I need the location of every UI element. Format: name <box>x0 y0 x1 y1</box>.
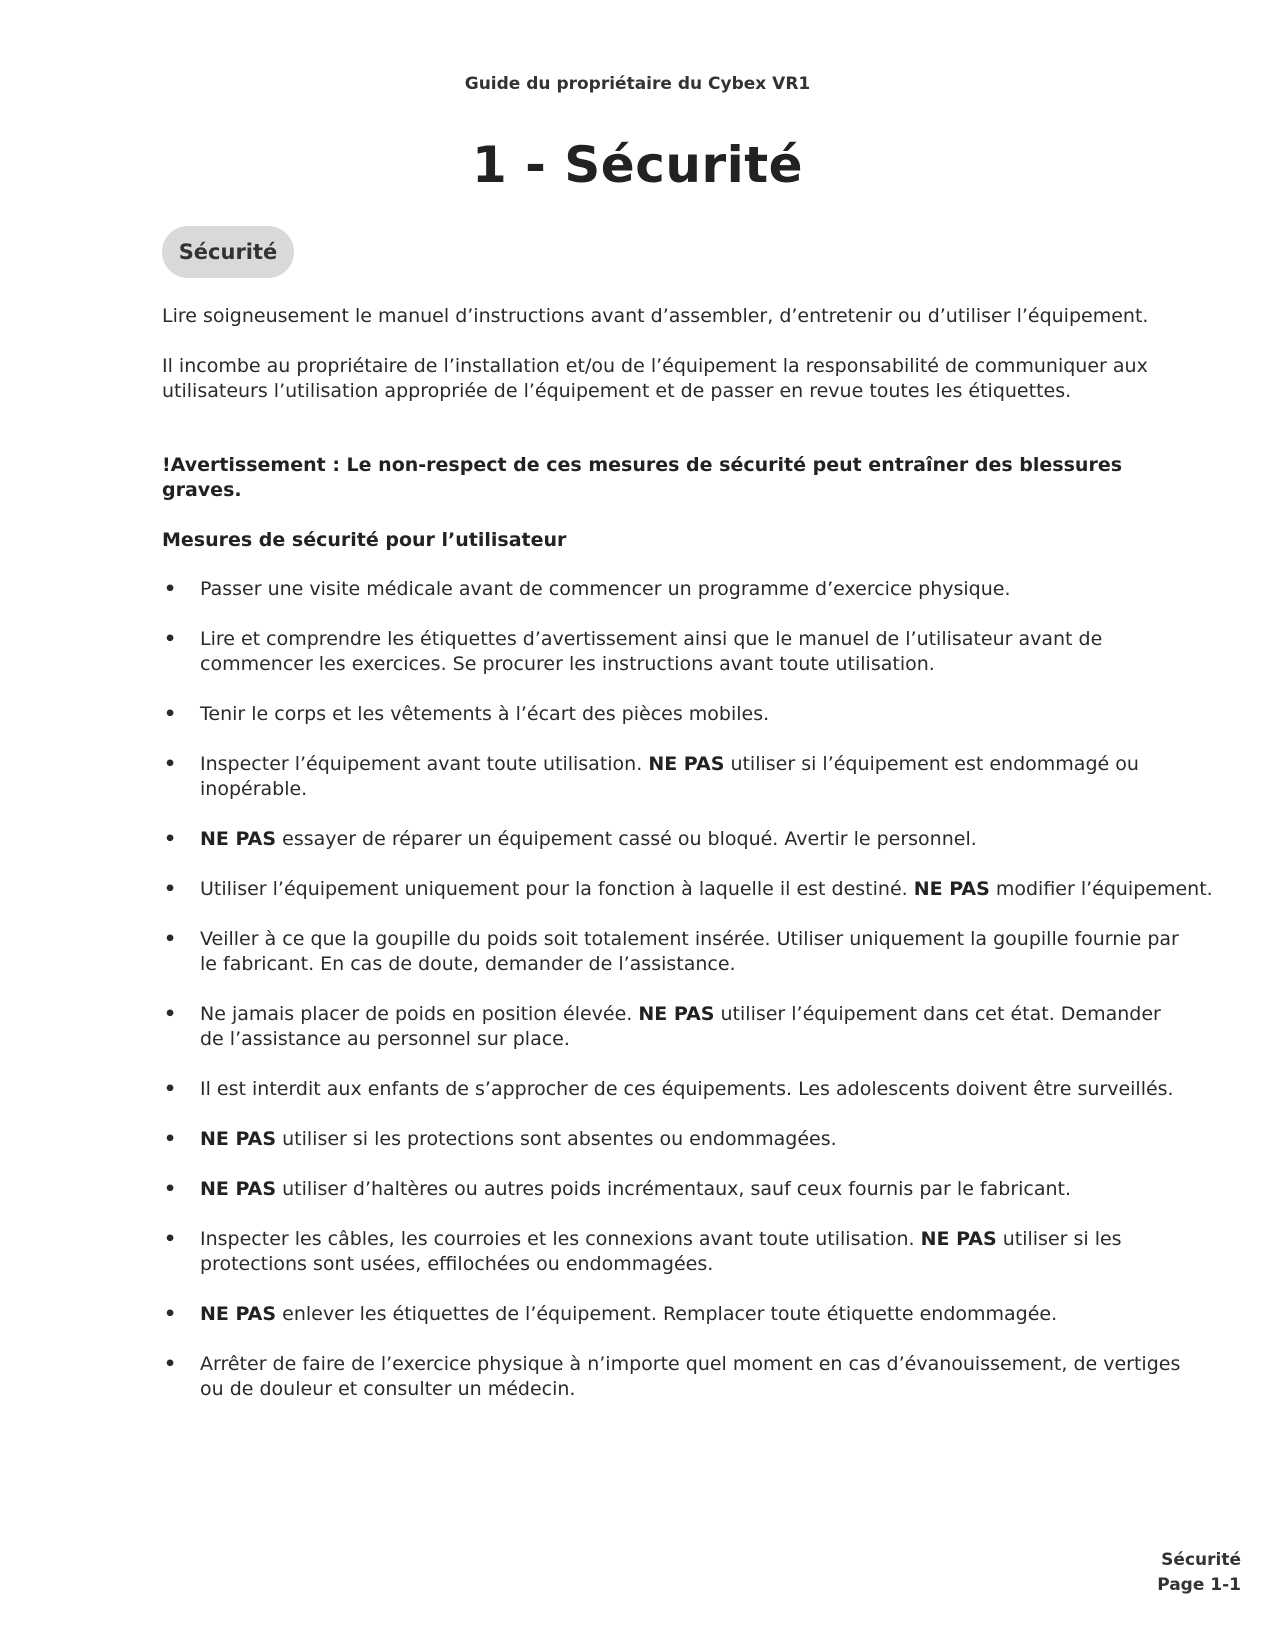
rule-text: Utiliser l’équipement uniquement pour la fonction à laquelle il est destiné. <box>200 878 908 900</box>
safety-rule-item <box>162 1227 1172 1277</box>
section-tab: Sécurité <box>162 226 294 278</box>
rule-line: protections sont usées, effilochées ou endommagées. <box>200 1253 714 1275</box>
rule-text: utiliser l’équipement dans cet état. Demander <box>720 1003 1161 1025</box>
bullet-icon: • <box>164 878 177 900</box>
rule-line <box>200 702 1172 727</box>
rule-line <box>200 827 1172 852</box>
page-title: 1 - Sécurité <box>471 136 804 194</box>
rule-text: utiliser si les <box>1002 1228 1122 1250</box>
user-safety-heading: Mesures de sécurité pour l’utilisateur <box>162 529 567 551</box>
bullet-icon: • <box>164 1128 177 1150</box>
rule-text: Inspecter l’équipement avant toute utilisation. <box>200 753 643 775</box>
safety-rule-item <box>162 577 1172 602</box>
ne-pas-emphasis: NE PAS <box>648 753 725 775</box>
safety-rule-item <box>162 827 1172 852</box>
rule-text: Passer une visite médicale avant de commencer un programme d’exercice physique. <box>200 578 1011 600</box>
running-header: Guide du propriétaire du Cybex VR1 <box>464 74 811 94</box>
bullet-icon: • <box>164 1003 177 1025</box>
rule-line <box>200 1352 1181 1377</box>
rule-line <box>200 627 1172 652</box>
safety-rule-item <box>162 877 1213 902</box>
safety-rule-item <box>162 1127 1172 1152</box>
safety-rule-item <box>162 1177 1172 1202</box>
rule-line: ou de douleur et consulter un médecin. <box>200 1378 576 1400</box>
rule-line <box>200 1177 1172 1202</box>
rule-line <box>200 1127 1172 1152</box>
ne-pas-emphasis: NE PAS <box>920 1228 997 1250</box>
rule-text: utiliser si l’équipement est endommagé ou <box>730 753 1139 775</box>
rule-line <box>200 1227 1172 1252</box>
rule-text: Il est interdit aux enfants de s’approcher de ces équipements. Les adolescents doivent être surveillés. <box>200 1078 1174 1100</box>
footer-section: Sécurité <box>1161 1550 1241 1570</box>
responsibility-paragraph <box>162 354 1172 404</box>
safety-rule-item <box>162 1077 1172 1102</box>
safety-rule-item <box>162 927 1179 977</box>
safety-rule-item <box>162 752 1172 802</box>
ne-pas-emphasis: NE PAS <box>200 828 277 850</box>
bullet-icon: • <box>164 753 177 775</box>
bullet-icon: • <box>164 1303 177 1325</box>
rule-text: Ne jamais placer de poids en position élevée. <box>200 1003 633 1025</box>
rule-line <box>200 1302 1172 1327</box>
rule-line <box>200 577 1172 602</box>
warning-text: !Avertissement : Le non-respect de ces mesures de sécurité peut entraîner des blessures graves. <box>162 454 1123 501</box>
rule-text: enlever les étiquettes de l’équipement. Remplacer toute étiquette endommagée. <box>282 1303 1058 1325</box>
rule-text: Lire et comprendre les étiquettes d’avertissement ainsi que le manuel de l’utilisateur avant de <box>200 628 1103 650</box>
ne-pas-emphasis: NE PAS <box>200 1303 277 1325</box>
bullet-icon: • <box>164 1228 177 1250</box>
rule-text: Inspecter les câbles, les courroies et les connexions avant toute utilisation. <box>200 1228 915 1250</box>
rule-text: utiliser si les protections sont absentes ou endommagées. <box>282 1128 837 1150</box>
bullet-icon: • <box>164 703 177 725</box>
bullet-icon: • <box>164 828 177 850</box>
rule-line <box>200 1002 1172 1027</box>
rule-line: de l’assistance au personnel sur place. <box>200 1028 570 1050</box>
safety-rule-item <box>162 1352 1181 1402</box>
page-footer <box>1157 1548 1241 1598</box>
responsibility-line: Il incombe au propriétaire de l’installation et/ou de l’équipement la responsabilité de communiquer aux <box>162 355 1148 377</box>
rule-line: le fabricant. En cas de doute, demander de l’assistance. <box>200 953 736 975</box>
bullet-icon: • <box>164 1353 177 1375</box>
document-body <box>162 304 1213 1427</box>
bullet-icon: • <box>164 1078 177 1100</box>
rule-text: Arrêter de faire de l’exercice physique à n’importe quel moment en cas d’évanouissement, de vertiges <box>200 1353 1181 1375</box>
bullet-icon: • <box>164 1178 177 1200</box>
bullet-icon: • <box>164 578 177 600</box>
rule-line <box>200 927 1179 952</box>
rule-text: Tenir le corps et les vêtements à l’écart des pièces mobiles. <box>200 703 770 725</box>
ne-pas-emphasis: NE PAS <box>913 878 990 900</box>
safety-rule-item <box>162 1302 1172 1327</box>
rule-line <box>200 877 1213 902</box>
safety-rules-list <box>162 577 1213 1402</box>
safety-rule-item <box>162 627 1172 677</box>
bullet-icon: • <box>164 628 177 650</box>
rule-line <box>200 752 1172 777</box>
intro-paragraph: Lire soigneusement le manuel d’instructions avant d’assembler, d’entretenir ou d’utiliser l’équipement. <box>162 305 1149 327</box>
responsibility-line: utilisateurs l’utilisation appropriée de l’équipement et de passer en revue toutes les étiquettes. <box>162 380 1072 402</box>
rule-text: Veiller à ce que la goupille du poids soit totalement insérée. Utiliser uniquement la goupille fournie par <box>200 928 1179 950</box>
rule-line: commencer les exercices. Se procurer les instructions avant toute utilisation. <box>200 653 935 675</box>
ne-pas-emphasis: NE PAS <box>638 1003 715 1025</box>
rule-text: modifier l’équipement. <box>995 878 1213 900</box>
rule-text: essayer de réparer un équipement cassé ou bloqué. Avertir le personnel. <box>282 828 977 850</box>
safety-rule-item <box>162 702 1172 727</box>
rule-line: inopérable. <box>200 778 308 800</box>
rule-text: utiliser d’haltères ou autres poids incrémentaux, sauf ceux fournis par le fabricant. <box>282 1178 1072 1200</box>
ne-pas-emphasis: NE PAS <box>200 1128 277 1150</box>
footer-page-number: Page 1-1 <box>1157 1575 1241 1595</box>
safety-rule-item <box>162 1002 1172 1052</box>
bullet-icon: • <box>164 928 177 950</box>
rule-line <box>200 1077 1172 1102</box>
ne-pas-emphasis: NE PAS <box>200 1178 277 1200</box>
